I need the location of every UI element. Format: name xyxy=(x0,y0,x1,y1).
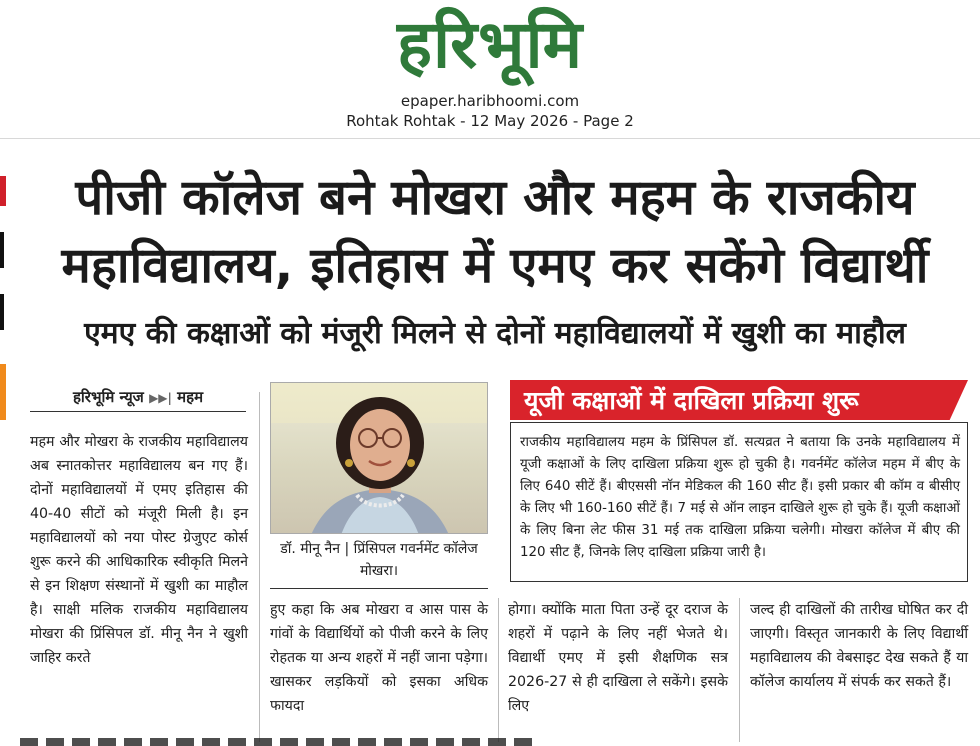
headline-line-1: पीजी कॉलेज बने मोखरा और महम के राजकीय xyxy=(75,169,915,226)
edition-info: Rohtak Rohtak - 12 May 2026 - Page 2 xyxy=(346,112,634,130)
headline-line-2: महाविद्यालय, इतिहास में एमए कर सकेंगे विद्यार्थी xyxy=(61,237,929,294)
portrait-illustration xyxy=(271,383,488,534)
principal-photo xyxy=(270,382,488,534)
column-divider xyxy=(498,598,499,742)
site-url[interactable]: epaper.haribhoomi.com xyxy=(400,92,580,110)
byline-place: महम xyxy=(177,388,204,406)
adjacent-column-fragment xyxy=(0,232,4,268)
article-column-3: होगा। क्योंकि माता पिता उन्हें दूर दराज के शहरों में पढ़ाने के लिए नहीं भेजते थे। विद्यार्थी एमए में इसी शैक्षणिक सत्र 2026-27 से ही दाखिला ले सकेंगे। इसके लिए xyxy=(508,602,728,714)
box-text: राजकीय महाविद्यालय महम के प्रिंसिपल डॉ. सत्यव्रत ने बताया कि उनके महाविद्यालय में यूजी कक्षाओं के लिए दाखिला प्रक्रिया शुरू हो चुकी है। गवर्नमेंट कॉलेज महम में बीए के लिए 640 सीटें हैं। बीएससी नॉन मेडिकल की 160 सीट हैं। इसी प्रकार बी कॉम व बीसीए के लिए भी 160-160 सीटें हैं। 7 मई से ऑन लाइन दाखिले शुरू हो चुके हैं। यूजी कक्षाओं के लिए बिना लेट फीस 31 मई तक दाखिला प्रक्रिया चलेगी। मोखरा कॉलेज में बीए की 120 सीट हैं, जिनके लिए दाखिला प्रक्रिया जारी है। xyxy=(520,435,960,560)
haribhoomi-logo[interactable]: हरिभूमि xyxy=(396,6,584,83)
column-divider xyxy=(739,598,740,742)
double-arrow-icon: ▶▶| xyxy=(149,391,172,405)
article-column-1: महम और मोखरा के राजकीय महाविद्यालय अब स्नातकोत्तर महाविद्यालय बन गए हैं। दोनों महाविद्यालयों में एमए इतिहास की 40-40 सीटों को मंजूरी मिली है। इन महाविद्यालयों को नया पोस्ट ग्रेजुएट कोर्स शुरू करने की आधिकारिक स्वीकृति मिलने से इन शिक्षण संस्थानों में खुशी का माहौल है। साक्षी मलिक राजकीय महाविद्यालय मोखरा की प्रिंसिपल डॉ. मीनू नैन ने खुशी जाहिर करते xyxy=(30,434,248,666)
subheadline: एमए की कक्षाओं को मंजूरी मिलने से दोनों महाविद्यालयों में खुशी का माहौल xyxy=(84,316,906,351)
adjacent-column-fragment xyxy=(0,364,6,420)
next-article-fragment xyxy=(20,738,540,746)
box-title: यूजी कक्षाओं में दाखिला प्रक्रिया शुरू xyxy=(524,386,859,415)
byline xyxy=(30,384,246,412)
masthead-divider xyxy=(0,138,980,139)
column-divider xyxy=(259,392,260,742)
article-column-4: जल्द ही दाखिलों की तारीख घोषित कर दी जाएगी। विस्तृत जानकारी के लिए विद्यार्थी महाविद्यालय की वेबसाइट देख सकते हैं या कॉलेज कार्यालय में संपर्क कर सकते हैं। xyxy=(750,602,968,690)
photo-caption: डॉ. मीनू नैन | प्रिंसिपल गवर्नमेंट कॉलेज मोखरा। xyxy=(270,538,488,589)
adjacent-column-fragment xyxy=(0,294,4,330)
adjacent-column-fragment xyxy=(0,176,6,206)
byline-source: हरिभूमि न्यूज xyxy=(72,388,144,406)
article-column-2: हुए कहा कि अब मोखरा व आस पास के गांवों के विद्यार्थियों को पीजी करने के लिए रोहतक या अन्य शहरों में नहीं जाना पड़ेगा। खासकर लड़कियों को इसका अधिक फायदा xyxy=(270,602,488,714)
masthead xyxy=(0,0,980,140)
